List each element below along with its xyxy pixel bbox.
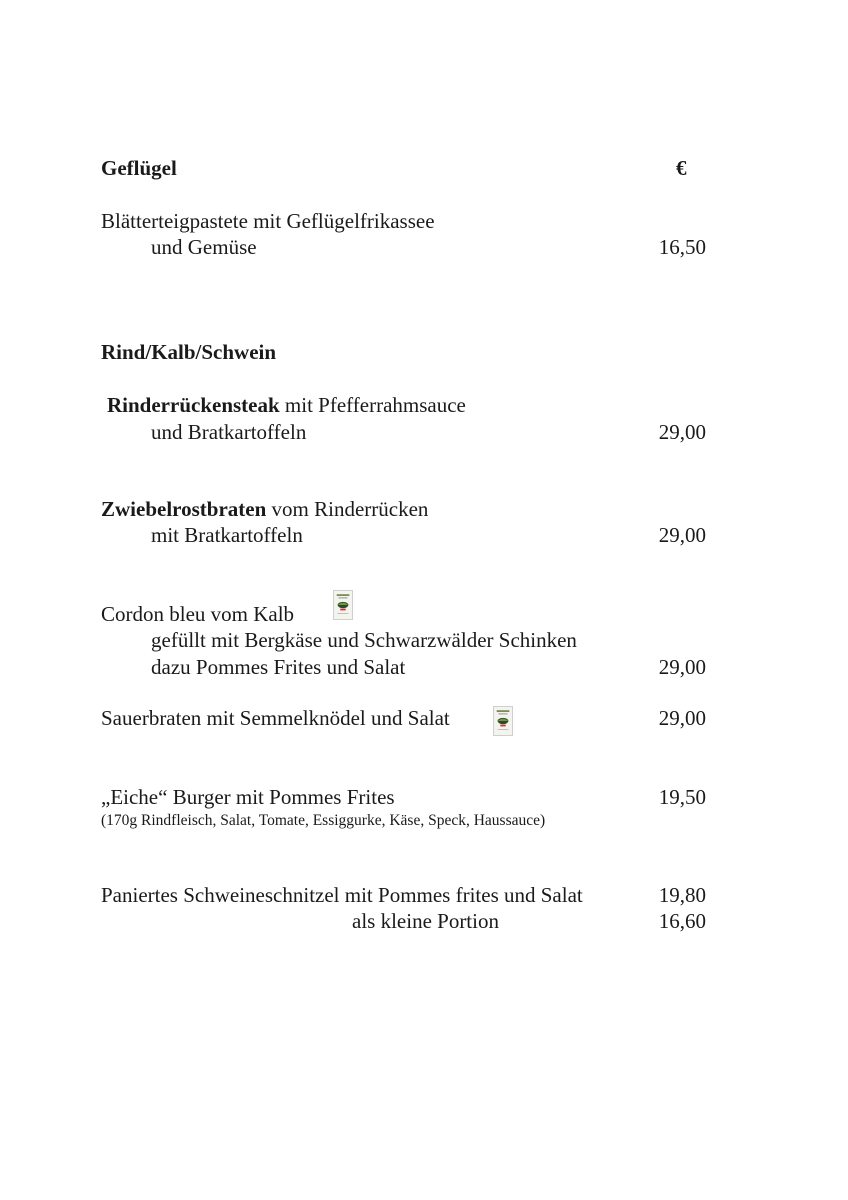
- item-price: 29,00: [658, 420, 706, 444]
- item-price: 29,00: [658, 655, 706, 679]
- item-price: 19,80: [658, 883, 706, 907]
- item-price: 29,00: [658, 706, 706, 730]
- item-price: 16,50: [658, 235, 706, 259]
- currency-header: €: [676, 156, 687, 180]
- item-description: [101, 499, 428, 520]
- regional-quality-seal-icon: [493, 706, 513, 736]
- item-description: Cordon bleu vom Kalb: [101, 602, 295, 626]
- item-name-suffix: mit Pfefferrahmsauce: [279, 393, 466, 417]
- item-description: Sauerbraten mit Semmelknödel und Salat: [101, 706, 450, 730]
- item-description: Blätterteigpastete mit Geflügelfrikassee: [101, 209, 435, 233]
- item-name: Zwiebelrostbraten: [101, 497, 267, 521]
- item-description: Paniertes Schweineschnitzel mit Pommes frites und Salat: [101, 883, 583, 907]
- item-small-portion-label: als kleine Portion: [352, 909, 499, 933]
- item-description: „Eiche“ Burger mit Pommes Frites: [101, 785, 395, 809]
- item-description-continued: dazu Pommes Frites und Salat: [151, 655, 406, 679]
- item-description-continued: und Gemüse: [151, 235, 257, 259]
- item-description-continued: gefüllt mit Bergkäse und Schwarzwälder Schinken: [151, 628, 577, 652]
- item-ingredients-note: (170g Rindfleisch, Salat, Tomate, Essiggurke, Käse, Speck, Haussauce): [101, 812, 546, 829]
- regional-quality-seal-icon: [333, 590, 353, 620]
- item-price: 29,00: [658, 523, 706, 547]
- section-heading-meat: Rind/Kalb/Schwein: [101, 340, 277, 364]
- item-name-suffix: vom Rinderrücken: [266, 497, 429, 521]
- item-small-portion-price: 16,60: [658, 909, 706, 933]
- item-description: [107, 395, 466, 416]
- section-heading-poultry: Geflügel: [101, 156, 177, 180]
- item-name: Rinderrückensteak: [107, 393, 280, 417]
- item-price: 19,50: [658, 785, 706, 809]
- item-description-continued: und Bratkartoffeln: [151, 420, 307, 444]
- item-description-continued: mit Bratkartoffeln: [151, 523, 303, 547]
